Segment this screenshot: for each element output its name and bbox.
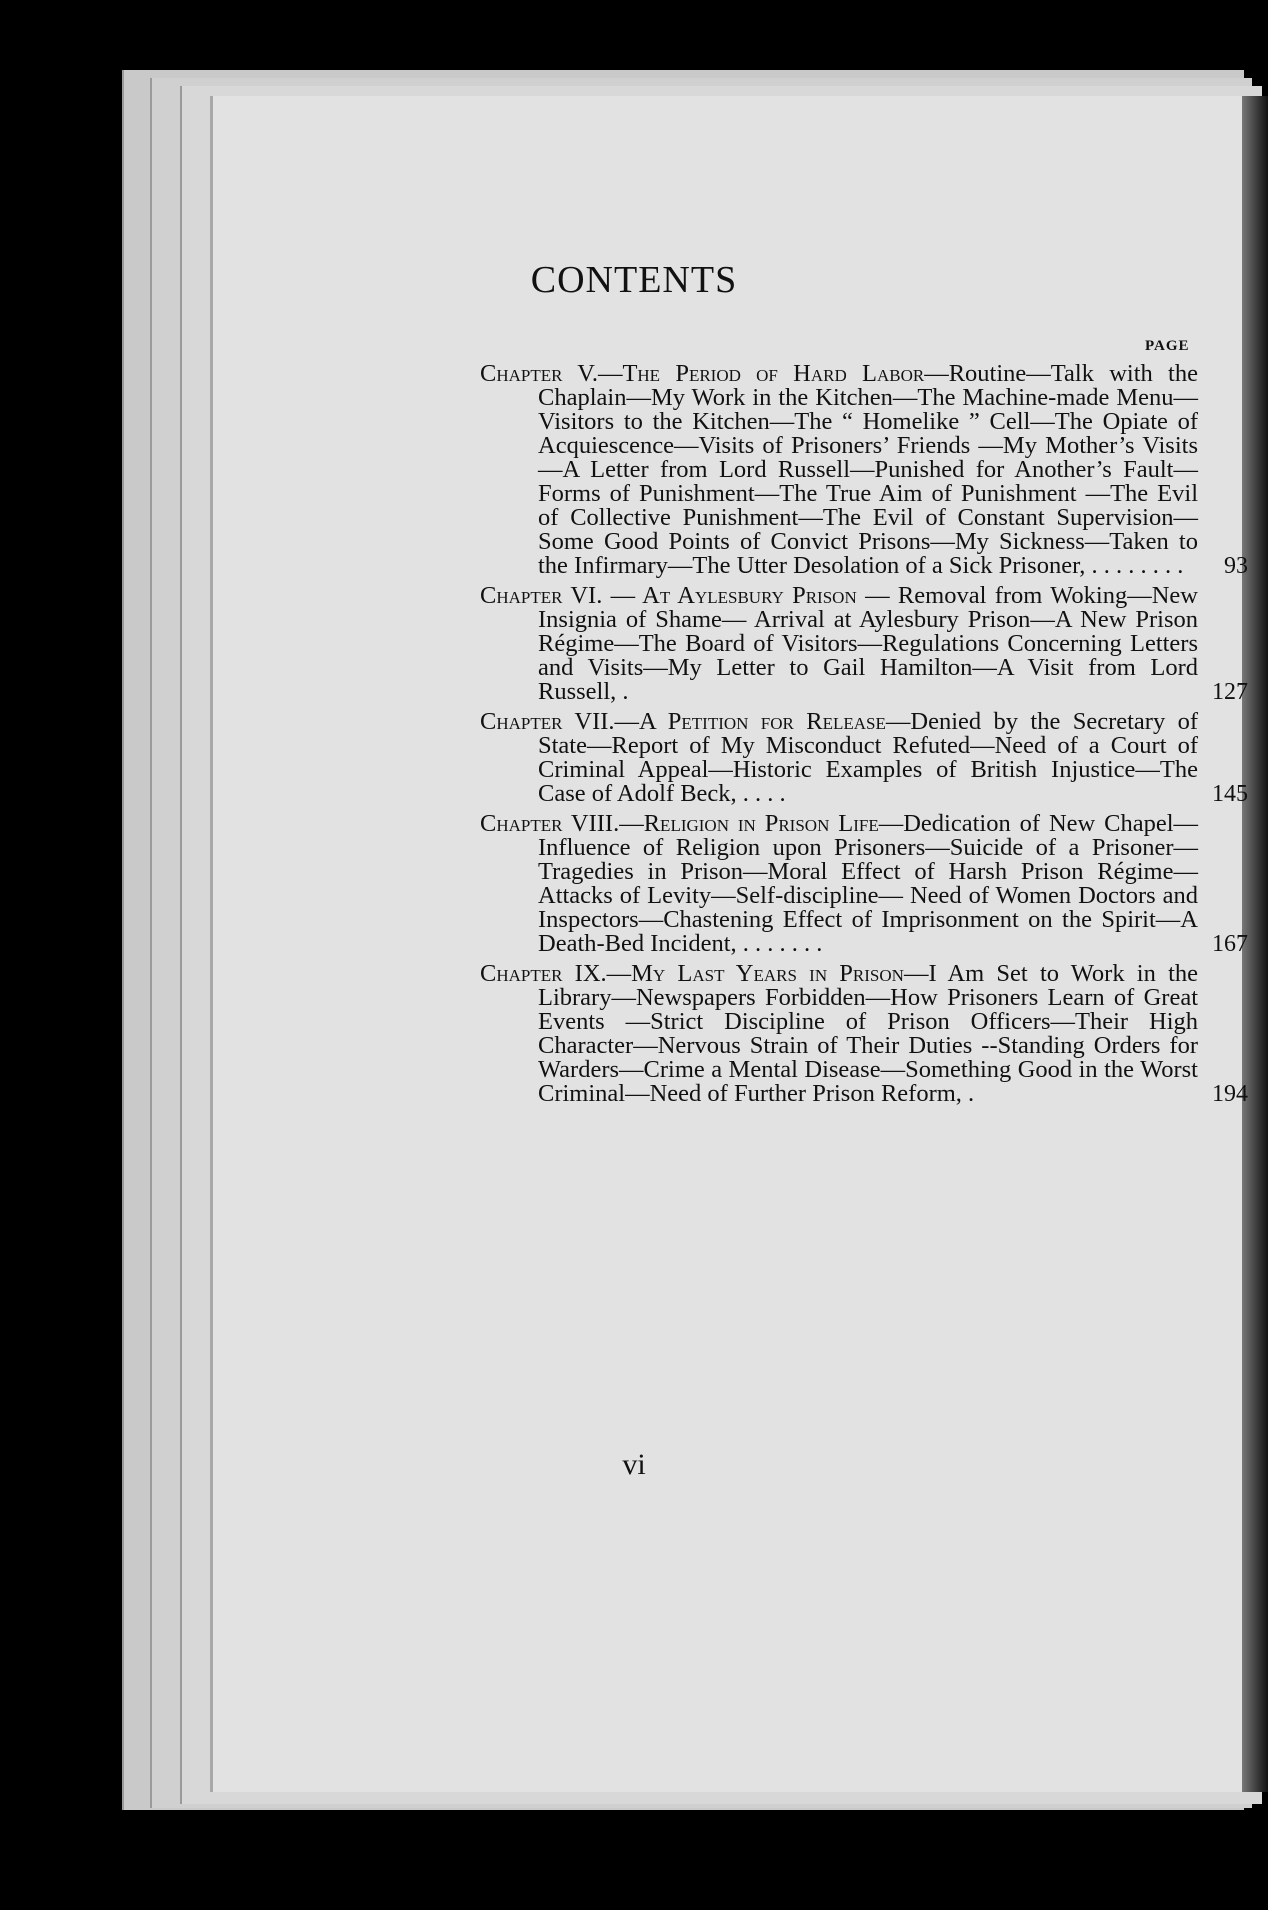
page-title: CONTENTS [530, 259, 738, 301]
toc-chapter-heading: Chapter VI. — At Aylesbury Prison — [480, 582, 890, 609]
toc-chapter-summary: I Am Set to Work in the Library—Newspapers Forbidden—How Prisoners Learn of Great Events —Strict Discipline of Prison Officers—Their High Character—Nervous Strain of Their Duties --Standing Orders for Warders—Crime a Mental Disease—Something Good in the Worst Criminal—Need of Further Prison Reform, . [538, 960, 1199, 1107]
toc-entry-chapter-9 [480, 960, 1248, 1107]
table-of-contents [480, 360, 1248, 1112]
toc-entry-chapter-5 [480, 360, 1248, 579]
toc-entry-chapter-7 [480, 708, 1248, 807]
toc-chapter-summary: Routine—Talk with the Chaplain—My Work in the Kitchen—The Machine-made Menu—Visitors to the Kitchen—The “ Homelike ” Cell—The Opiate of Acquiescence—Visits of Prisoners’ Friends —My Mother’s Visits—A Letter from Lord Russell—Punished for Another’s Fault—Forms of Punishment—The True Aim of Punishment —The Evil of Collective Punishment—The Evil of Constant Supervision—Some Good Points of Convict Prisons—My Sickness—Taken to the Infirmary—The Utter Desolation of a Sick Prisoner, . . . . . . . . [538, 360, 1198, 579]
page-column-heading: PAGE [1145, 338, 1190, 354]
toc-page-number: 167 [1212, 931, 1248, 957]
toc-chapter-heading: Chapter IX.—My Last Years in Prison— [480, 960, 929, 987]
toc-entry-chapter-8 [480, 810, 1248, 957]
toc-page-number: 93 [1224, 553, 1248, 579]
toc-page-number: 127 [1212, 679, 1248, 705]
toc-chapter-summary: Dedication of New Chapel—Influence of Religion upon Prisoners—Suicide of a Prisoner—Tragedies in Prison—Moral Effect of Harsh Prison Régime—Attacks of Levity—Self-discipline— Need of Women Doctors and Inspectors—Chastening Effect of Imprisonment on the Spirit—A Death-Bed Incident, . . . . . . . [538, 810, 1198, 957]
toc-chapter-summary: Removal from Woking—New Insignia of Shame— Arrival at Aylesbury Prison—A New Prison Régime—The Board of Visitors—Regulations Concerning Letters and Visits—My Letter to Gail Hamilton—A Visit from Lord Russell, . [538, 582, 1198, 705]
toc-chapter-summary: Denied by the Secretary of State—Report of My Misconduct Refuted—Need of a Court of Criminal Appeal—Historic Examples of British Injustice—The Case of Adolf Beck, . . . . [538, 708, 1198, 807]
toc-page-number: 194 [1212, 1081, 1248, 1107]
toc-page-number: 145 [1212, 781, 1248, 807]
toc-chapter-heading: Chapter VII.—A Petition for Release— [480, 708, 911, 735]
toc-chapter-heading: Chapter VIII.—Religion in Prison Life— [480, 810, 904, 837]
toc-entry-chapter-6 [480, 582, 1248, 705]
page-folio-number: vi [622, 1448, 646, 1481]
toc-chapter-heading: Chapter V.—The Period of Hard Labor— [480, 360, 949, 387]
